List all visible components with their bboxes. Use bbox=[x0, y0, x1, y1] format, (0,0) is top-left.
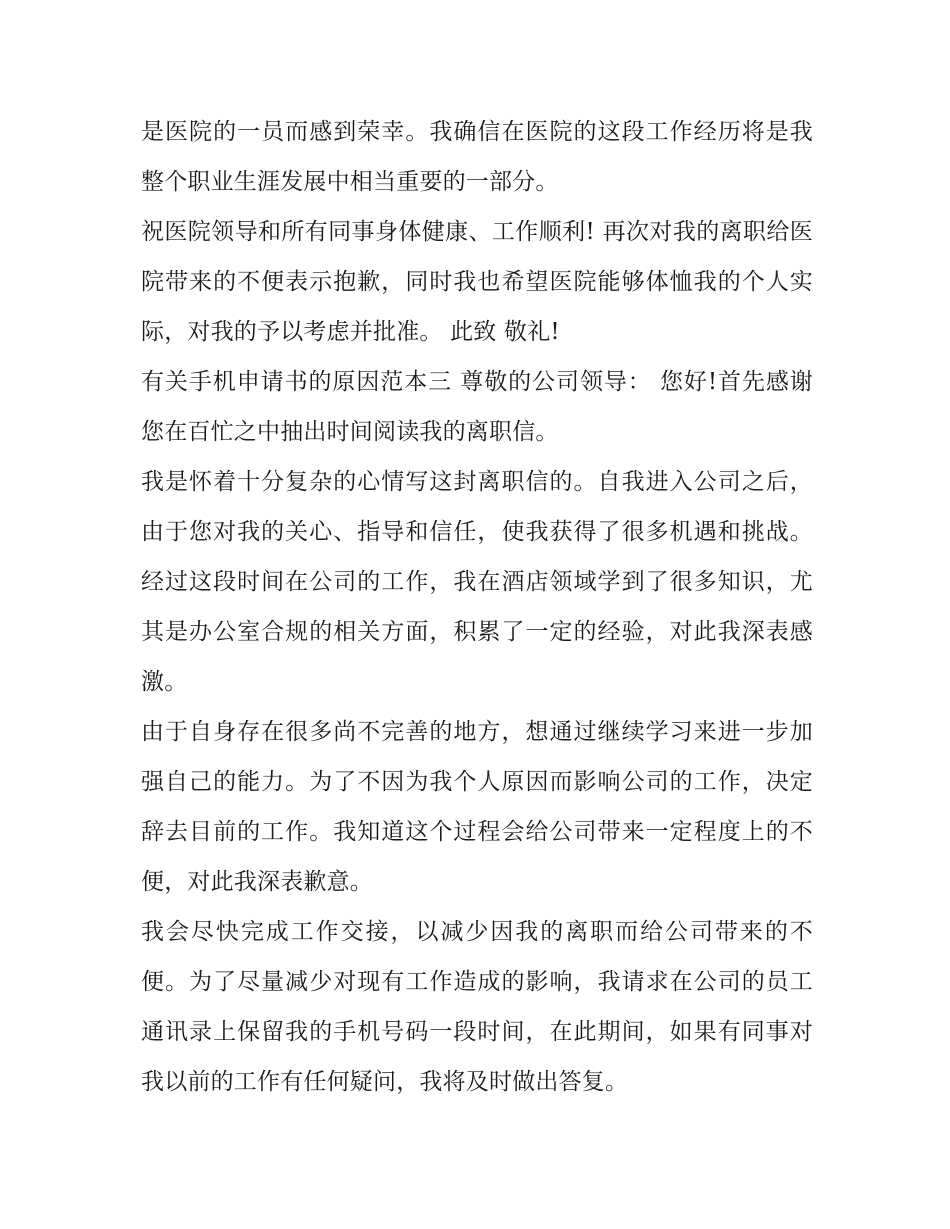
paragraph-honor: 是医院的一员而感到荣幸。我确信在医院的这段工作经历将是我整个职业生涯发展中相当重要的一部分。 bbox=[141, 119, 813, 195]
document-body bbox=[141, 107, 813, 1107]
paragraph-handover: 我会尽快完成工作交接，以减少因我的离职而给公司带来的不便。为了尽量减少对现有工作造成的影响，我请求在公司的员工通讯录上保留我的手机号码一段时间，在此期间，如果有同事对我以前的工作有任何疑问，我将及时做出答复。 bbox=[141, 919, 813, 1095]
paragraph-reason: 由于自身存在很多尚不完善的地方，想通过继续学习来进一步加强自己的能力。为了不因为我个人原因而影响公司的工作，决定辞去目前的工作。我知道这个过程会给公司带来一定程度上的不便，对此我深表歉意。 bbox=[141, 719, 813, 895]
paragraph-wishes: 祝医院领导和所有同事身体健康、工作顺利! 再次对我的离职给医院带来的不便表示抱歉，同时我也希望医院能够体恤我的个人实际，对我的予以考虑并批准。 此致 敬礼! bbox=[141, 219, 813, 345]
paragraph-gratitude: 我是怀着十分复杂的心情写这封离职信的。自我进入公司之后，由于您对我的关心、指导和信任，使我获得了很多机遇和挑战。经过这段时间在公司的工作，我在酒店领域学到了很多知识，尤其是办公室合规的相关方面，积累了一定的经验，对此我深表感激。 bbox=[141, 469, 813, 695]
paragraph-sample-heading: 有关手机申请书的原因范本三 尊敬的公司领导： 您好!首先感谢您在百忙之中抽出时间阅读我的离职信。 bbox=[141, 369, 813, 445]
